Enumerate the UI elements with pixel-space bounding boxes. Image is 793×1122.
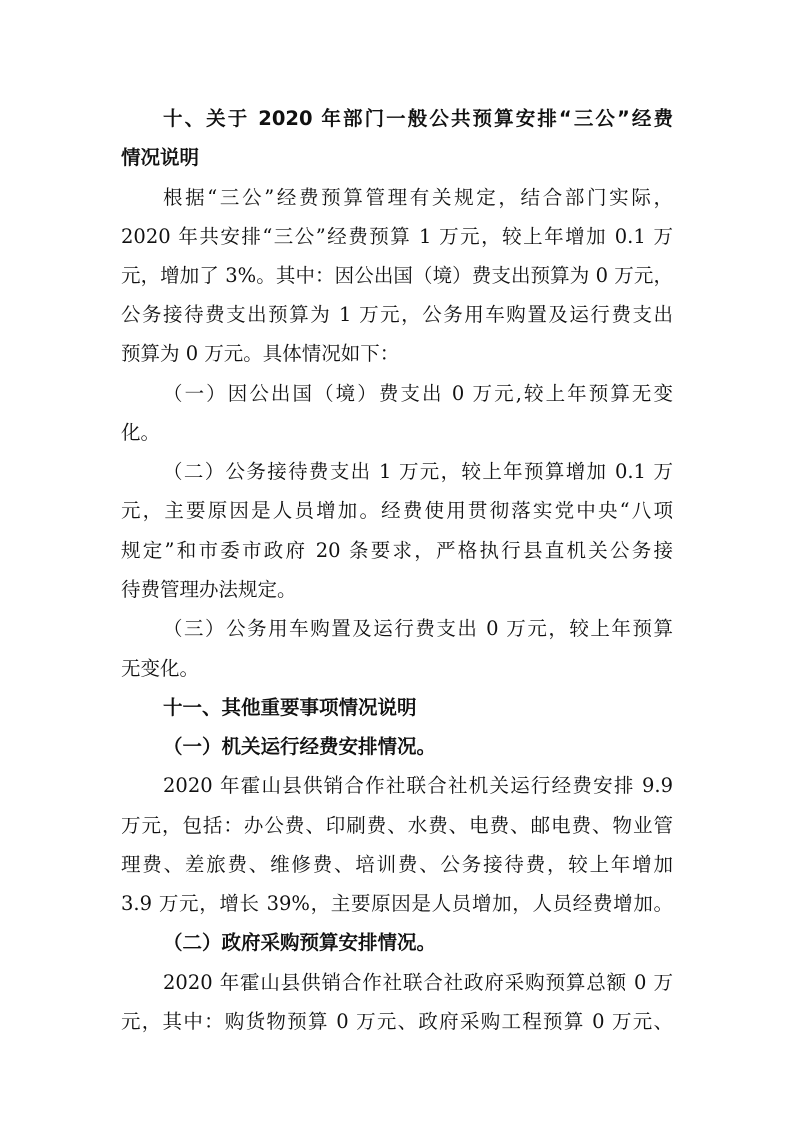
paragraph-line: 理费、差旅费、维修费、培训费、公务接待费，较上年增加 <box>121 853 673 876</box>
paragraph-line: 公务接待费支出预算为 1 万元，公务用车购置及运行费支出 <box>121 303 673 326</box>
paragraph-line: 预算为 0 万元。具体情况如下： <box>121 342 400 365</box>
paragraph-line: 元，增加了 3%。其中：因公出国（境）费支出预算为 0 万元， <box>121 264 673 287</box>
paragraph-line: （二）公务接待费支出 1 万元，较上年预算增加 0.1 万 <box>163 460 673 483</box>
section-10-heading-line-2: 情况说明 <box>121 146 200 169</box>
paragraph-line: 元，其中：购货物预算 0 万元、政府采购工程预算 0 万元、 <box>121 1010 673 1033</box>
paragraph-line: 待费管理办法规定。 <box>121 578 297 601</box>
section-11-heading: 十一、其他重要事项情况说明 <box>163 696 417 719</box>
paragraph-line: 根据“三公”经费预算管理有关规定，结合部门实际， <box>163 186 673 209</box>
paragraph-line: 元，主要原因是人员增加。经费使用贯彻落实党中央“八项 <box>121 499 673 522</box>
paragraph-line: 2020 年共安排“三公”经费预算 1 万元，较上年增加 0.1 万 <box>121 225 673 248</box>
paragraph-line: 2020 年霍山县供销合作社联合社政府采购预算总额 0 万 <box>163 971 673 994</box>
subsection-heading-1: （一）机关运行经费安排情况。 <box>163 735 437 758</box>
paragraph-line: （三）公务用车购置及运行费支出 0 万元，较上年预算 <box>163 617 673 640</box>
subsection-heading-2: （二）政府采购预算安排情况。 <box>163 931 437 954</box>
paragraph-line: 规定”和市委市政府 20 条要求，严格执行县直机关公务接 <box>121 539 673 562</box>
paragraph-line: 无变化。 <box>121 657 200 680</box>
paragraph-line: 3.9 万元，增长 39%，主要原因是人员增加，人员经费增加。 <box>121 892 673 915</box>
paragraph-line: 万元，包括：办公费、印刷费、水费、电费、邮电费、物业管 <box>121 814 673 837</box>
paragraph-line: 2020 年霍山县供销合作社联合社机关运行经费安排 9.9 <box>163 774 673 797</box>
paragraph-line: （一）因公出国（境）费支出 0 万元,较上年预算无变 <box>163 382 673 405</box>
paragraph-line: 化。 <box>121 421 161 444</box>
section-10-heading-line-1: 十、关于 2020 年部门一般公共预算安排“三公”经费 <box>163 107 673 130</box>
